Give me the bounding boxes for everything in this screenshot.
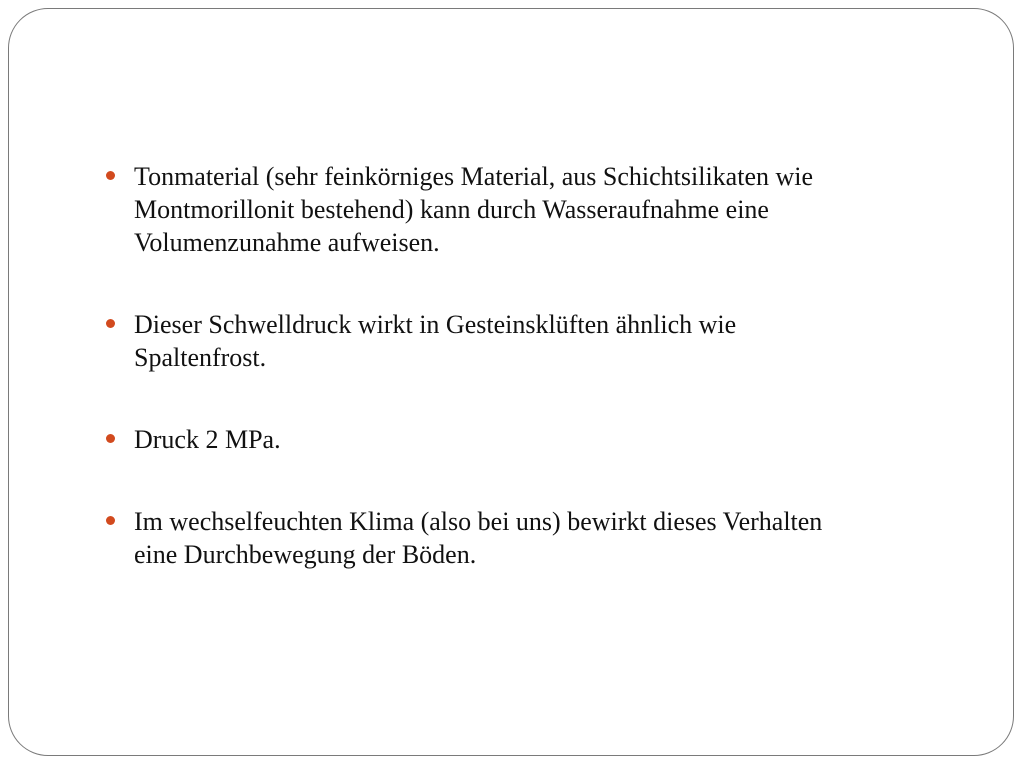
bullet-dot-icon bbox=[106, 171, 115, 180]
bullet-item bbox=[106, 160, 866, 259]
bullet-item bbox=[106, 505, 866, 571]
bullet-item bbox=[106, 423, 866, 456]
bullet-list bbox=[106, 160, 866, 571]
bullet-item bbox=[106, 308, 866, 374]
bullet-text: Dieser Schwelldruck wirkt in Gesteinsklüften ähnlich wie Spaltenfrost. bbox=[134, 310, 737, 372]
bullet-dot-icon bbox=[106, 516, 115, 525]
bullet-dot-icon bbox=[106, 319, 115, 328]
bullet-text: Tonmaterial (sehr feinkörniges Material, aus Schichtsilikaten wie Montmorillonit bestehend) kann durch Wasseraufnahme eine Volumenzunahme aufweisen. bbox=[134, 162, 814, 257]
bullet-text: Druck 2 MPa. bbox=[134, 425, 281, 454]
bullet-text: Im wechselfeuchten Klima (also bei uns) bewirkt dieses Verhalten eine Durchbewegung der Böden. bbox=[134, 507, 823, 569]
bullet-dot-icon bbox=[106, 434, 115, 443]
